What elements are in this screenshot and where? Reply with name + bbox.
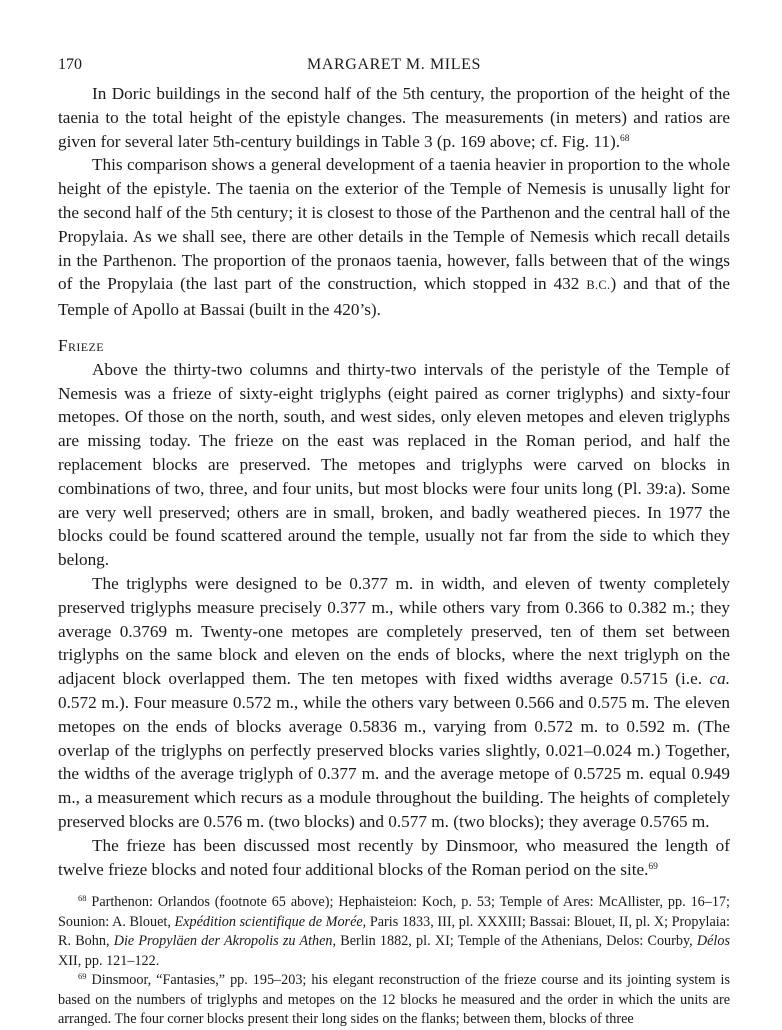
book-title: Expédition scientifique de Morée [174,913,363,930]
italic-ca: ca. [709,669,730,689]
footnote-69 [58,971,730,1030]
paragraph-dinsmoor [58,834,730,882]
footnote-text: Parthenon: Orlandos (footnote 65 above); Hephaisteion: Koch, p. 53; Temple of Ares: McAllister, pp. 16–17; Sounion: A. Blouet, [58,894,730,930]
body-text [58,82,730,881]
era-abbreviation: B.C. [586,278,611,293]
footnote-text: Dinsmoor, “Fantasies,” pp. 195–203; his elegant reconstruction of the frieze course and its jointing system is based on the numbers of triglyphs and metopes on the 12 blocks he measured and the order in which the units are arranged. The four corner blocks present their long sides on the flanks; between them, blocks of three [58,972,730,1028]
footnote-number: 69 [78,971,87,982]
paragraph-text: This comparison shows a general development of a taenia heavier in proportion to the whole height of the epistyle. The taenia on the exterior of the Temple of Nemesis is unusally light for the second half of the 5th century; it is closest to those of the Parthenon and the central hall of the Propylaia. As we shall see, there are other details in the Temple of Nemesis which recall details in the Parthenon. The proportion of the pronaos taenia, however, falls between that of the wings of the Propylaia (the last part of the construction, which stopped in 432 [58,155,730,294]
paragraph-taenia-proportion [58,82,730,153]
paragraph-text: The frieze has been discussed most recently by Dinsmoor, who measured the length of twelve frieze blocks and noted four additional blocks of the Roman period on the site. [58,835,730,879]
paragraph-text: 0.572 m.). Four measure 0.572 m., while the others vary between 0.566 and 0.575 m. The eleven metopes on the ends of blocks average 0.5836 m., varying from 0.572 m. to 0.592 m. (The overlap of the triglyphs on perfectly preserved blocks varies slightly, 0.021–0.024 m.) Together, the widths of the average triglyph of 0.377 m. and the average metope of 0.5725 m. equal 0.949 m., a measurement which recurs as a module throughout the building. The heights of completely preserved blocks are 0.576 m. (two blocks) and 0.577 m. (two blocks); they average 0.5765 m. [58,692,730,831]
section-heading-frieze: Frieze [58,335,104,355]
footnote-text: XII, pp. 121–122. [58,952,160,969]
running-title: MARGARET M. MILES [307,56,481,73]
footnote-text: , Paris 1833, III, pl. XXXIII; Bassai: Blouet, II, pl. X; Propylaia: R. Bohn, [58,913,730,950]
paragraph-text: In Doric buildings in the second half of the 5th century, the proportion of the height of the taenia to the total height of the epistyle changes. The measurements (in meters) and ratios are given for several later 5th-century buildings in Table 3 (p. 169 above; cf. Fig. 11). [58,84,730,151]
book-title: Die Propyläen der Akropolis zu Athen [113,933,333,950]
paragraph-text: ) and that of the Temple of Apollo at Bassai (built in the 420’s). [58,274,730,320]
paragraph-frieze-overview: Above the thirty-two columns and thirty-two intervals of the peristyle of the Temple of Nemesis was a frieze of sixty-eight triglyphs (eight paired as corner triglyphs) and sixty-four metopes. Of those on the north, south, and west sides, only eleven metopes and eleven triglyphs are missing today. The frieze on the east was replaced in the Roman period, and half the replacement blocks are preserved. The metopes and triglyphs were carved on blocks in combinations of two, three, and four units, but most blocks were four units long (Pl. 39:a). Some are very well preserved; others are in small, broken, and badly weathered pieces. In 1977 the blocks could be found scattered around the temple, usually not far from the side to which they belong. [58,359,730,570]
book-title: Délos [696,933,730,950]
footnote-ref-68: 68 [620,133,630,144]
paragraph-triglyph-measurements [58,572,730,834]
page [58,56,730,1030]
footnote-ref-69: 69 [648,861,658,872]
running-head [58,56,730,82]
footnote-68 [58,893,730,971]
page-number: 170 [58,56,82,73]
paragraph-text: The triglyphs were designed to be 0.377 m. in width, and eleven of twenty completely preserved triglyphs measure precisely 0.377 m., while others vary from 0.366 to 0.382 m.; they average 0.3769 m. Twenty-one metopes are completely preserved, ten of them set between triglyphs on the same block and eleven on the ends of blocks, where the next triglyph on the adjacent block overlapped them. The ten metopes with fixed widths average 0.5715 (i.e. [58,573,730,689]
footnote-number: 68 [78,893,87,904]
paragraph-taenia-comparison [58,153,730,322]
footnote-text: , Berlin 1882, pl. XI; Temple of the Athenians, Delos: Courby, [332,933,697,950]
footnotes [58,893,730,1030]
